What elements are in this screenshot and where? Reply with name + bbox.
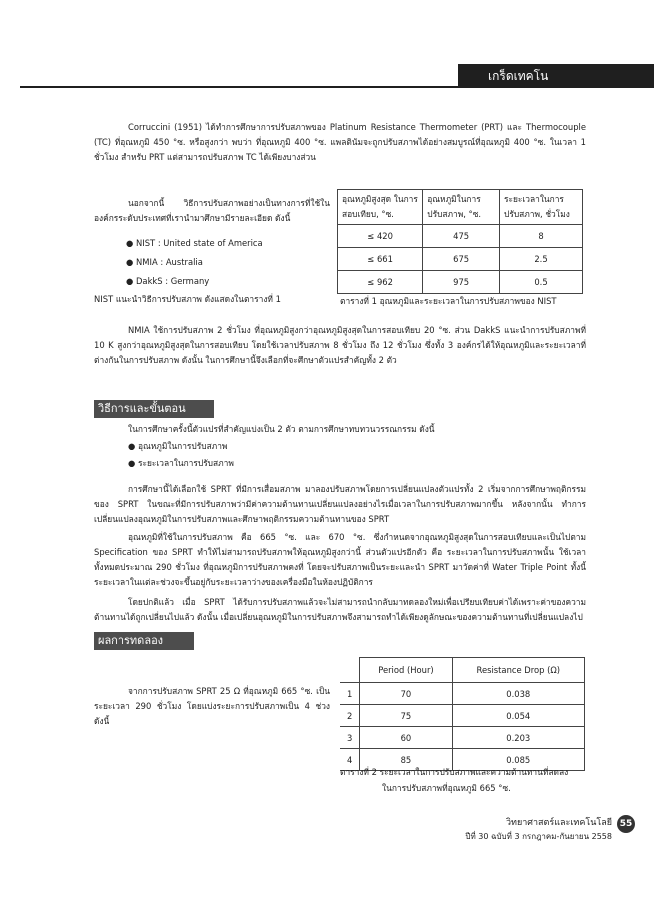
results-heading: ผลการทดลอง [94,632,194,650]
intro-paragraph: Corruccini (1951) ได้ทำการศึกษาการปรับสภาพของ Platinum Resistance Thermometer (PRT) และ Thermocouple (TC) ที่อุณหภูมิ 450 °ซ. หรือสูงกว่า พบว่า ที่อุณหภูมิ 400 °ซ. แพลตินัมจะถูกปรับสภาพได้อย่างสมบูรณ์ที่อุณหภูมิ 400 °ซ. ในเวลา 1 ชั่วโมง สำหรับ PRT แต่สามารถปรับสภาพ TC ได้เพียงบางส่วน [94,122,586,162]
table2-caption-line1: ตารางที่ 2 ระยะเวลาในการปรับสภาพและความต้านทานที่ลดลง [340,767,569,777]
method-heading: วิธีการและขั้นตอน [94,400,214,418]
org-list [126,236,336,289]
table-cell: 4 [340,749,360,771]
list-item: ● NIST : United state of America [126,238,263,248]
table-cell: 85 [360,749,452,771]
table-cell: 2 [340,705,360,727]
header-rule [20,86,654,88]
table-cell: 60 [360,727,452,749]
table-row [340,705,585,727]
table-header-cell: อุณหภูมิสูงสุด ในการสอบเทียบ, °ซ. [338,190,423,225]
table-cell: 70 [360,683,452,705]
list-item: ● NMIA : Australia [126,257,203,267]
table-nist [337,189,583,294]
table-cell: 8 [500,225,583,248]
table-results [340,657,585,771]
results-paragraph: จากการปรับสภาพ SPRT 25 Ω ที่อุณหภูมิ 665 °ซ. เป็นระยะเวลา 290 ชั่วโมง โดยแบ่งระยะการปรับสภาพเป็น 4 ช่วง ดังนี้ [94,686,330,726]
table-cell: 75 [360,705,452,727]
nist-note: NIST แนะนำวิธีการปรับสภาพ ดังแสดงในตารางที่ 1 [94,294,281,304]
table-cell: 0.054 [452,705,584,727]
table-header-cell: อุณหภูมิในการ ปรับสภาพ, °ซ. [423,190,500,225]
method-paragraph-2: อุณหภูมิที่ใช้ในการปรับสภาพ คือ 665 °ซ. และ 670 °ซ. ซึ่งกำหนดจากอุณหภูมิสูงสุดในการสอบเทียบและเป็นไปตาม Specification ของ SPRT ทำให้ไม่สามารถปรับสภาพให้อุณหภูมิสูงกว่านี้ ส่วนตัวแปรอีกตัว คือ ระยะเวลาในการปรับสภาพนั้น ใช้เวลาทั้งหมดประมาณ 290 ชั่วโมง ที่อุณหภูมิการปรับสภาพคงที่ โดยจะปรับสภาพเป็นระยะและนำ SPRT มาวัดค่าที่ Water Triple Point ทั้งนี้ ระยะเวลาในแต่ละช่วงจะขึ้นอยู่กับระยะเวลาว่างของเครื่องมือในห้องปฏิบัติการ [94,532,586,587]
table-row [338,248,583,271]
table-cell: 1 [340,683,360,705]
footer-magazine: วิทยาศาสตร์และเทคโนโลยี [505,818,612,828]
list-item: ● DakkS : Germany [126,276,210,286]
table-cell: 675 [423,248,500,271]
table-cell: 0.5 [500,271,583,294]
page-number: 55 [617,815,635,833]
table-header-cell: Period (Hour) [360,658,452,683]
lead-paragraph: นอกจากนี้ วิธีการปรับสภาพอย่างเป็นทางการที่ใช้ใน องค์กรระดับประเทศที่เรานำมาศึกษามีรายละเอียด ดังนี้ [94,198,330,223]
table-cell: ≤ 661 [338,248,423,271]
table-cell: ≤ 420 [338,225,423,248]
table-cell: 475 [423,225,500,248]
table-header-cell: Resistance Drop (Ω) [452,658,584,683]
table-cell: 2.5 [500,248,583,271]
table-cell: ≤ 962 [338,271,423,294]
section-tag: เกร็ดเทคโน [458,64,654,88]
table-header-cell [340,658,360,683]
table2-caption-line2: ในการปรับสภาพที่อุณหภูมิ 665 °ซ. [382,783,511,793]
footer-issue: ปีที่ 30 ฉบับที่ 3 กรกฎาคม-กันยายน 2558 [465,832,612,841]
table-row [338,271,583,294]
method-paragraph-3: โดยปกติแล้ว เมื่อ SPRT ได้รับการปรับสภาพแล้วจะไม่สามารถนำกลับมาทดลองใหม่เพื่อเปรียบเทียบค่าได้เพราะค่าของความต้านทานได้ถูกเปลี่ยนไปแล้ว ดังนั้น เมื่อเปลี่ยนอุณหภูมิในการปรับสภาพจึงสามารถทำได้เพียงดูลักษณะของความต้านทานที่เปลี่ยนแปลงไป [94,597,586,622]
table-row [340,683,585,705]
method-paragraph-1: การศึกษานี้ได้เลือกใช้ SPRT ที่มีการเสื่อมสภาพ มาลองปรับสภาพโดยการเปลี่ยนแปลงตัวแปรทั้ง 2 เริ่มจากการศึกษาพฤติกรรมของ SPRT ในขณะที่มีการปรับสภาพว่ามีค่าความต้านทานเปลี่ยนแปลงอย่างไรเมื่อเวลาในการปรับสภาพมากขึ้น หลังจากนั้น ทำการเปลี่ยนแปลงอุณหภูมิในการปรับสภาพและศึกษาพฤติกรรมความต้านทานของ SPRT [94,484,586,524]
table-header-row [338,190,583,225]
table-header-row [340,658,585,683]
table-cell: 3 [340,727,360,749]
table-cell: 975 [423,271,500,294]
table-cell: 0.038 [452,683,584,705]
table-row [340,727,585,749]
list-item: ● อุณหภูมิในการปรับสภาพ [128,441,228,451]
table-cell: 0.203 [452,727,584,749]
variable-list [128,439,428,471]
nmia-paragraph: NMIA ใช้การปรับสภาพ 2 ชั่วโมง ที่อุณหภูมิสูงกว่าอุณหภูมิสูงสุดในการสอบเทียบ 20 °ซ. ส่วน DakkS แนะนำการปรับสภาพที่ 10 K สูงกว่าอุณหภูมิสูงสุดในการสอบเทียบ โดยใช้เวลาปรับสภาพ 8 ชั่วโมง ถึง 12 ชั่วโมง ซึ่งทั้ง 3 องค์กรได้ให้อุณหภูมิและระยะเวลาที่ต่างกันในการปรับสภาพ ดังนั้น ในการศึกษานี้จึงเลือกที่จะศึกษาตัวแปรสำคัญทั้ง 2 ตัว [94,325,586,365]
table1-caption: ตารางที่ 1 อุณหภูมิและระยะเวลาในการปรับสภาพของ NIST [340,296,557,306]
list-item: ● ระยะเวลาในการปรับสภาพ [128,458,234,468]
table-header-cell: ระยะเวลาในการ ปรับสภาพ, ชั่วโมง [500,190,583,225]
method-lead: ในการศึกษาครั้งนี้ตัวแปรที่สำคัญแบ่งเป็น 2 ตัว ตามการศึกษาทบทวนวรรณกรรม ดังนี้ [128,424,435,434]
table-cell: 0.085 [452,749,584,771]
table-row [338,225,583,248]
